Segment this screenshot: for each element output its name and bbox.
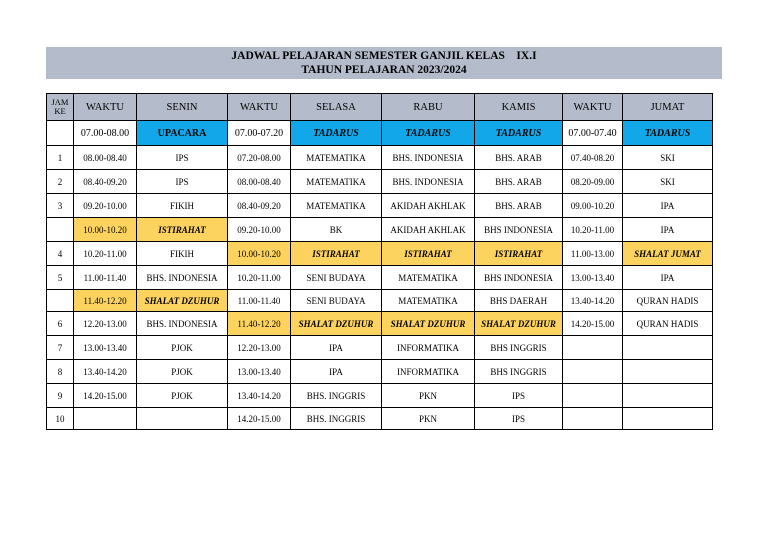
cell-rabu: PKN xyxy=(382,384,475,408)
cell-selasa: IPA xyxy=(291,336,382,360)
table-row xyxy=(47,336,713,360)
cell-jumat: IPA xyxy=(623,218,713,242)
cell-selasa: BHS. INGGRIS xyxy=(291,408,382,430)
cell-jumat xyxy=(623,384,713,408)
header-kamis: KAMIS xyxy=(475,94,563,121)
cell-waktu-3: 14.20-15.00 xyxy=(563,312,623,336)
cell-jam-ke xyxy=(47,121,74,146)
cell-rabu: AKIDAH AKHLAK xyxy=(382,194,475,218)
cell-waktu-2: 10.00-10.20 xyxy=(228,242,291,266)
cell-waktu-3: 13.40-14.20 xyxy=(563,290,623,312)
cell-rabu: INFORMATIKA xyxy=(382,336,475,360)
cell-waktu-2: 12.20-13.00 xyxy=(228,336,291,360)
cell-senin: FIKIH xyxy=(137,194,228,218)
cell-kamis: BHS DAERAH xyxy=(475,290,563,312)
cell-jumat xyxy=(623,336,713,360)
header-jam-ke xyxy=(47,94,74,121)
cell-senin: PJOK xyxy=(137,384,228,408)
cell-senin: PJOK xyxy=(137,360,228,384)
cell-selasa: BHS. INGGRIS xyxy=(291,384,382,408)
cell-jumat xyxy=(623,360,713,384)
cell-waktu-1 xyxy=(74,408,137,430)
cell-rabu: TADARUS xyxy=(382,121,475,146)
schedule-title xyxy=(46,47,722,79)
cell-rabu: BHS. INDONESIA xyxy=(382,170,475,194)
cell-rabu: MATEMATIKA xyxy=(382,290,475,312)
cell-waktu-1: 10.20-11.00 xyxy=(74,242,137,266)
cell-kamis: TADARUS xyxy=(475,121,563,146)
cell-jam-ke: 5 xyxy=(47,266,74,290)
cell-selasa: BK xyxy=(291,218,382,242)
cell-jumat: SHALAT JUMAT xyxy=(623,242,713,266)
cell-jam-ke: 1 xyxy=(47,146,74,170)
title-line-1: JADWAL PELAJARAN SEMESTER GANJIL KELAS IX.I xyxy=(231,50,537,62)
cell-rabu: AKIDAH AKHLAK xyxy=(382,218,475,242)
cell-jam-ke: 3 xyxy=(47,194,74,218)
cell-waktu-1: 08.00-08.40 xyxy=(74,146,137,170)
cell-waktu-2: 11.00-11.40 xyxy=(228,290,291,312)
cell-senin: IPS xyxy=(137,146,228,170)
cell-jam-ke: 10 xyxy=(47,408,74,430)
cell-selasa: SENI BUDAYA xyxy=(291,290,382,312)
table-row xyxy=(47,312,713,336)
cell-senin: BHS. INDONESIA xyxy=(137,312,228,336)
cell-senin: ISTIRAHAT xyxy=(137,218,228,242)
cell-selasa: MATEMATIKA xyxy=(291,146,382,170)
schedule-rows xyxy=(47,121,713,430)
header-jumat: JUMAT xyxy=(623,94,713,121)
cell-jam-ke: 7 xyxy=(47,336,74,360)
table-row xyxy=(47,194,713,218)
cell-waktu-1: 12.20-13.00 xyxy=(74,312,137,336)
cell-jam-ke: 4 xyxy=(47,242,74,266)
cell-waktu-3 xyxy=(563,384,623,408)
cell-senin: BHS. INDONESIA xyxy=(137,266,228,290)
cell-waktu-3: 08.20-09.00 xyxy=(563,170,623,194)
cell-waktu-3 xyxy=(563,336,623,360)
cell-jumat: SKI xyxy=(623,170,713,194)
header-jam: JAM xyxy=(51,97,69,107)
cell-jam-ke xyxy=(47,218,74,242)
cell-kamis: BHS INGGRIS xyxy=(475,360,563,384)
cell-senin: FIKIH xyxy=(137,242,228,266)
cell-rabu: MATEMATIKA xyxy=(382,266,475,290)
cell-jumat xyxy=(623,408,713,430)
cell-waktu-1: 11.00-11.40 xyxy=(74,266,137,290)
cell-waktu-1: 14.20-15.00 xyxy=(74,384,137,408)
table-row xyxy=(47,218,713,242)
cell-kamis: BHS. ARAB xyxy=(475,170,563,194)
cell-senin: PJOK xyxy=(137,336,228,360)
cell-waktu-2: 07.20-08.00 xyxy=(228,146,291,170)
cell-waktu-3: 09.00-10.20 xyxy=(563,194,623,218)
cell-selasa: ISTIRAHAT xyxy=(291,242,382,266)
cell-waktu-3 xyxy=(563,360,623,384)
table-row xyxy=(47,408,713,430)
table-row xyxy=(47,242,713,266)
cell-waktu-3 xyxy=(563,408,623,430)
cell-kamis: BHS INDONESIA xyxy=(475,266,563,290)
cell-selasa: SHALAT DZUHUR xyxy=(291,312,382,336)
cell-waktu-3: 07.00-07.40 xyxy=(563,121,623,146)
cell-jumat: SKI xyxy=(623,146,713,170)
cell-selasa: MATEMATIKA xyxy=(291,170,382,194)
cell-kamis: IPS xyxy=(475,408,563,430)
cell-jumat: QURAN HADIS xyxy=(623,312,713,336)
cell-kamis: BHS INDONESIA xyxy=(475,218,563,242)
schedule-table xyxy=(46,93,713,430)
header-senin: SENIN xyxy=(137,94,228,121)
cell-rabu: BHS. INDONESIA xyxy=(382,146,475,170)
cell-selasa: MATEMATIKA xyxy=(291,194,382,218)
cell-kamis: SHALAT DZUHUR xyxy=(475,312,563,336)
cell-jumat: IPA xyxy=(623,194,713,218)
cell-waktu-2: 11.40-12.20 xyxy=(228,312,291,336)
cell-jam-ke: 6 xyxy=(47,312,74,336)
cell-waktu-1: 08.40-09.20 xyxy=(74,170,137,194)
header-waktu-2: WAKTU xyxy=(228,94,291,121)
cell-jumat: IPA xyxy=(623,266,713,290)
cell-rabu: SHALAT DZUHUR xyxy=(382,312,475,336)
cell-jam-ke: 2 xyxy=(47,170,74,194)
table-row xyxy=(47,266,713,290)
title-line-2: TAHUN PELAJARAN 2023/2024 xyxy=(301,64,467,76)
cell-jumat: TADARUS xyxy=(623,121,713,146)
table-row xyxy=(47,146,713,170)
cell-senin: SHALAT DZUHUR xyxy=(137,290,228,312)
cell-waktu-2: 08.40-09.20 xyxy=(228,194,291,218)
table-row xyxy=(47,384,713,408)
cell-rabu: PKN xyxy=(382,408,475,430)
table-row xyxy=(47,170,713,194)
cell-jam-ke xyxy=(47,290,74,312)
cell-waktu-1: 07.00-08.00 xyxy=(74,121,137,146)
cell-waktu-3: 11.00-13.00 xyxy=(563,242,623,266)
header-selasa: SELASA xyxy=(291,94,382,121)
cell-waktu-2: 14.20-15.00 xyxy=(228,408,291,430)
cell-kamis: BHS. ARAB xyxy=(475,194,563,218)
cell-waktu-2: 10.20-11.00 xyxy=(228,266,291,290)
cell-waktu-2: 08.00-08.40 xyxy=(228,170,291,194)
cell-rabu: ISTIRAHAT xyxy=(382,242,475,266)
table-row xyxy=(47,360,713,384)
cell-senin: UPACARA xyxy=(137,121,228,146)
cell-waktu-3: 10.20-11.00 xyxy=(563,218,623,242)
cell-waktu-1: 13.40-14.20 xyxy=(74,360,137,384)
table-row xyxy=(47,290,713,312)
header-row xyxy=(47,94,713,121)
header-ke: KE xyxy=(54,106,66,116)
cell-waktu-2: 13.40-14.20 xyxy=(228,384,291,408)
cell-selasa: TADARUS xyxy=(291,121,382,146)
cell-kamis: ISTIRAHAT xyxy=(475,242,563,266)
cell-waktu-1: 11.40-12.20 xyxy=(74,290,137,312)
cell-kamis: BHS INGGRIS xyxy=(475,336,563,360)
cell-waktu-2: 07.00-07.20 xyxy=(228,121,291,146)
cell-waktu-3: 13.00-13.40 xyxy=(563,266,623,290)
cell-waktu-2: 13.00-13.40 xyxy=(228,360,291,384)
cell-jam-ke: 8 xyxy=(47,360,74,384)
cell-waktu-1: 13.00-13.40 xyxy=(74,336,137,360)
cell-selasa: SENI BUDAYA xyxy=(291,266,382,290)
cell-waktu-2: 09.20-10.00 xyxy=(228,218,291,242)
cell-waktu-3: 07.40-08.20 xyxy=(563,146,623,170)
header-rabu: RABU xyxy=(382,94,475,121)
header-waktu-1: WAKTU xyxy=(74,94,137,121)
cell-senin: IPS xyxy=(137,170,228,194)
cell-jumat: QURAN HADIS xyxy=(623,290,713,312)
header-waktu-3: WAKTU xyxy=(563,94,623,121)
cell-kamis: BHS. ARAB xyxy=(475,146,563,170)
cell-kamis: IPS xyxy=(475,384,563,408)
cell-selasa: IPA xyxy=(291,360,382,384)
cell-senin xyxy=(137,408,228,430)
cell-waktu-1: 10.00-10.20 xyxy=(74,218,137,242)
cell-waktu-1: 09.20-10.00 xyxy=(74,194,137,218)
cell-jam-ke: 9 xyxy=(47,384,74,408)
table-row xyxy=(47,121,713,146)
cell-rabu: INFORMATIKA xyxy=(382,360,475,384)
